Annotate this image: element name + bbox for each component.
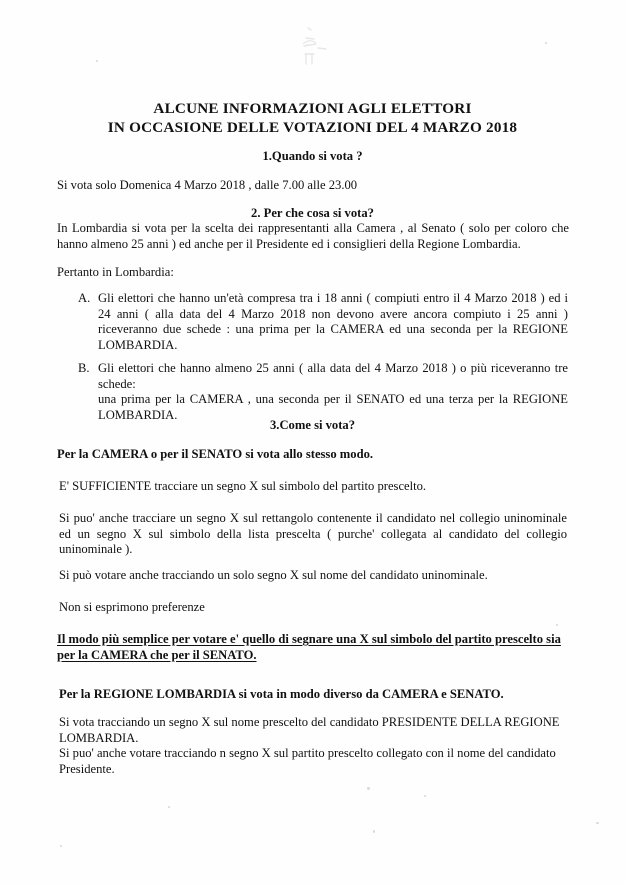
page-title-line-2: IN OCCASIONE DELLE VOTAZIONI DEL 4 MARZO 2018 <box>107 119 518 136</box>
paragraph-simplest-way-line-2: per la CAMERA che per il SENATO. <box>57 648 257 662</box>
scan-speck <box>545 42 547 44</box>
section-heading-quando-si-vota: 1.Quando si vota ? <box>262 149 363 163</box>
paragraph-regione-different: Per la REGIONE LOMBARDIA si vota in modo diverso da CAMERA e SENATO. <box>59 687 504 701</box>
paragraph-regione-how-line-2: Si puo' anche votare tracciando n segno X sul partito prescelto collegato con il nome del candidato Presidente. <box>59 746 556 776</box>
paragraph-camera-senato-same-way: Per la CAMERA o per il SENATO si vota allo stesso modo. <box>57 447 374 461</box>
scan-speck <box>596 822 599 824</box>
scan-speck <box>556 624 558 626</box>
section-heading-per-che-cosa-si-vota: 2. Per che cosa si vota? <box>251 206 374 220</box>
scan-artifact-pencil-mark <box>288 24 334 74</box>
paragraph-therefore: Pertanto in Lombardia: <box>57 265 174 279</box>
paragraph-no-preferences: Non si esprimono preferenze <box>59 600 205 614</box>
paragraph-simplest-way-line-1: Il modo più semplice per votare e' quello di segnare una X sul simbolo del partito prescelto sia <box>57 632 561 646</box>
paragraph-regione-how-line-1: Si vota tracciando un segno X sul nome prescelto del candidato PRESIDENTE DELLA REGIONE LOMBARDIA. <box>59 715 560 745</box>
list-item-text-a: Gli elettori che hanno un'età compresa tra i 18 anni ( compiuti entro il 4 Marzo 2018 ) ed i 24 anni ( alla data del 4 Marzo 2018 non devono avere ancora compiuto i 25 anni ) riceveranno due schede : una prima per la CAMERA ed una seconda per la REGIONE LOMBARDIA. <box>98 291 568 352</box>
paragraph-when-answer: Si vota solo Domenica 4 Marzo 2018 , dalle 7.00 alle 23.00 <box>57 178 358 192</box>
scan-speck <box>373 830 375 833</box>
scan-speck <box>424 795 426 797</box>
paragraph-what-answer: In Lombardia si vota per la scelta dei rappresentanti alla Camera , al Senato ( solo per coloro che hanno almeno 25 anni ) ed anche per il Presidente ed i consiglieri della Regione Lombardia. <box>57 221 569 251</box>
list-item-marker-b: B. <box>78 361 90 375</box>
page-title-line-1: ALCUNE INFORMAZIONI AGLI ELETTORI <box>153 100 472 117</box>
section-heading-come-si-vota: 3.Come si vota? <box>270 418 355 432</box>
scan-speck <box>168 806 170 808</box>
paragraph-sufficient-mark: E' SUFFICIENTE tracciare un segno X sul simbolo del partito prescelto. <box>59 479 427 493</box>
list-item <box>78 361 568 423</box>
list-item-text-b <box>98 361 568 423</box>
list-item-text-b-main: Gli elettori che hanno almeno 25 anni ( alla data del 4 Marzo 2018 ) o più riceveranno tre schede: <box>98 361 568 391</box>
paragraph-single-mark: Si può votare anche tracciando un solo segno X sul nome del candidato uninominale. <box>59 568 488 582</box>
list-item-text-b-continuation: una prima per la CAMERA , una seconda per il SENATO ed una terza per la REGIONE LOMBARDIA. <box>98 392 568 422</box>
scan-speck <box>60 845 62 847</box>
paragraph-rectangle-option: Si puo' anche tracciare un segno X sul rettangolo contenente il candidato nel collegio uninominale ed un segno X sul simbolo della lista prescelta ( purche' collegata al candidato del collegio uninominale ). <box>59 511 567 557</box>
scan-speck <box>367 787 370 790</box>
list-item <box>78 291 568 353</box>
list-item-marker-a: A. <box>78 291 91 305</box>
scan-speck <box>96 60 98 62</box>
